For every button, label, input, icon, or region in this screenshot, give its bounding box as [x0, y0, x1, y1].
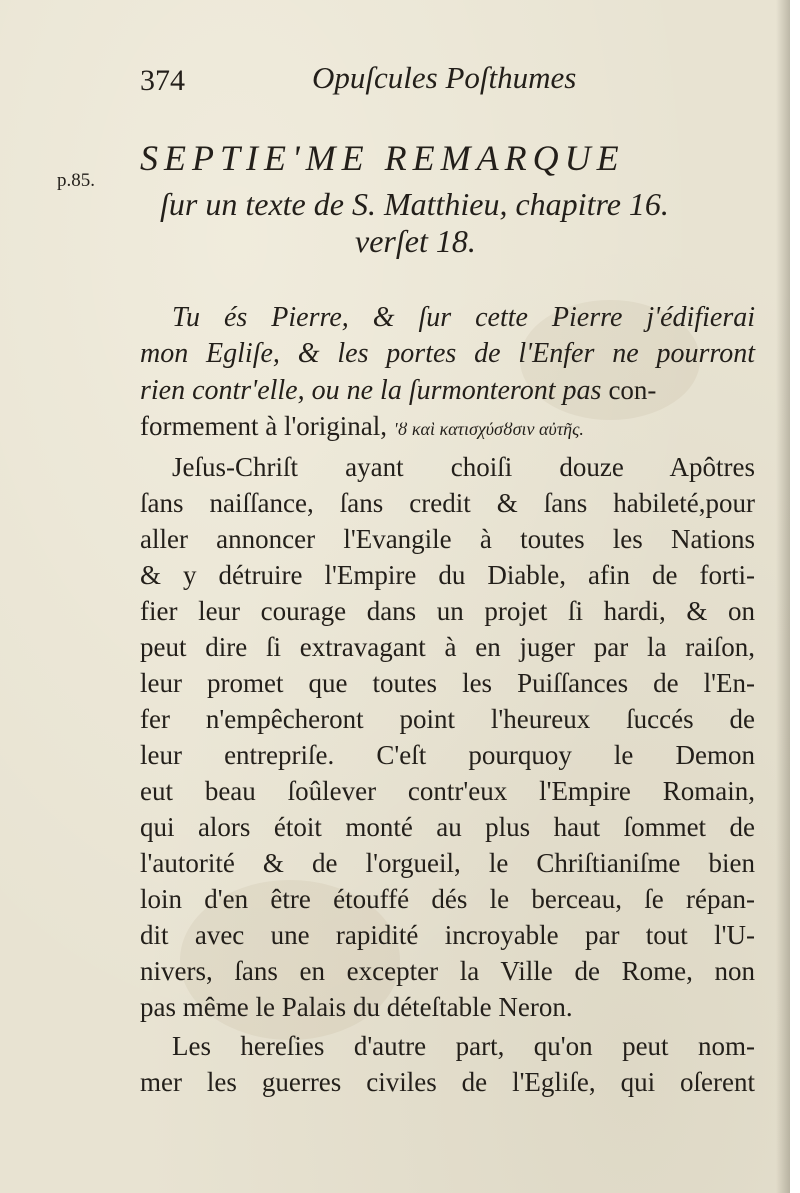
text-line: leur promet que toutes les Puiſſances de l'En-: [140, 668, 755, 698]
quote-line: mon Egliſe, & les portes de l'Enfer ne pourront: [140, 338, 755, 369]
section-subheading: ſur un texte de S. Matthieu, chapitre 16.: [160, 186, 669, 222]
running-title: Opuſcules Poſthumes: [312, 60, 577, 95]
text-line: & y détruire l'Empire du Diable, afin de forti-: [140, 560, 755, 590]
text-line: leur entrepriſe. C'eſt pourquoy le Demon: [140, 740, 755, 770]
page-number: 374: [140, 64, 185, 97]
text-line: mer les guerres civiles de l'Egliſe, qui oſerent: [140, 1067, 755, 1097]
quote-line-text: rien contr'elle, ou ne la ſurmonteront pas: [140, 375, 602, 406]
margin-note: p.85.: [57, 170, 95, 191]
page-edge-shadow: [776, 0, 790, 1193]
greek-text: 'ȣ καὶ κατισχύσȣσιν αὐτῆς.: [393, 419, 584, 439]
text-line: peut dire ſi extravagant à en juger par la raiſon,: [140, 632, 755, 662]
text-line: fier leur courage dans un projet ſi hardi, & on: [140, 596, 755, 626]
quote-line: [140, 372, 755, 409]
text-line: ſans naiſſance, ſans credit & ſans habileté,pour: [140, 488, 755, 518]
quote-line: Tu és Pierre, & ſur cette Pierre j'édifierai: [172, 302, 755, 333]
text-line: qui alors étoit monté au plus haut ſommet de: [140, 812, 755, 842]
text-line: fer n'empêcheront point l'heureux ſuccés de: [140, 704, 755, 734]
text-line: Jeſus-Chriſt ayant choiſi douze Apôtres: [172, 452, 755, 482]
section-heading: SEPTIE'ME REMARQUE: [140, 138, 625, 178]
quote-line-tail: con-: [608, 375, 657, 405]
text-line: loin d'en être étouffé dés le berceau, ſe répan-: [140, 884, 755, 914]
text-line: Les hereſies d'autre part, qu'on peut nom-: [172, 1031, 755, 1061]
text-line: eut beau ſoûlever contr'eux l'Empire Romain,: [140, 776, 755, 806]
greek-line: [140, 408, 755, 447]
text-line: dit avec une rapidité incroyable par tout l'U-: [140, 920, 755, 950]
section-subheading-continued: verſet 18.: [355, 223, 476, 259]
text-line: nivers, ſans en excepter la Ville de Rome, non: [140, 956, 755, 986]
text-line: l'autorité & de l'orgueil, le Chriſtianiſme bien: [140, 848, 755, 878]
text-line: aller annoncer l'Evangile à toutes les Nations: [140, 524, 755, 554]
greek-line-text: formement à l'original,: [140, 411, 388, 441]
text-line: pas même le Palais du déteſtable Neron.: [140, 992, 573, 1022]
